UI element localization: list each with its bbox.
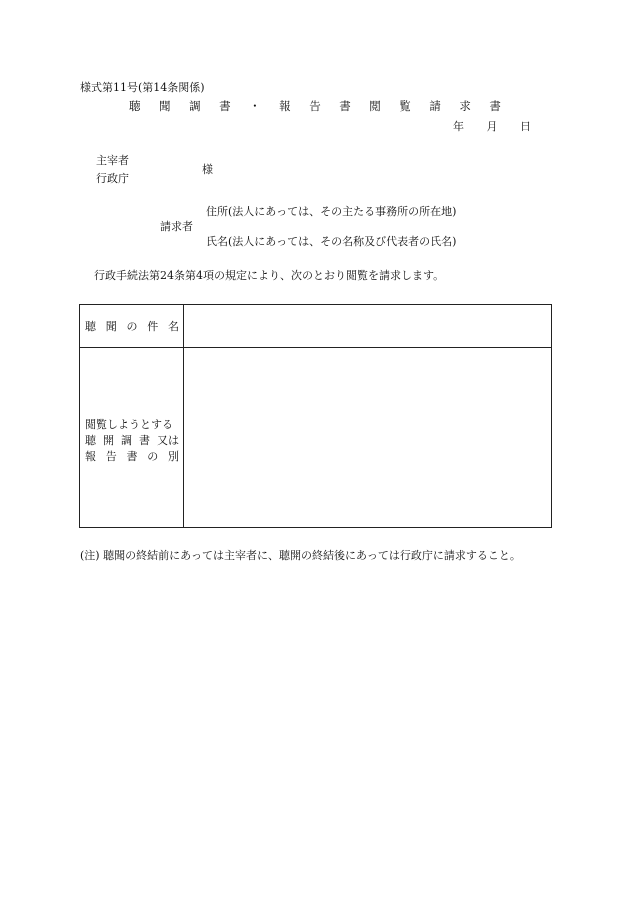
hearing-subject-label-char-4: 名 — [168, 320, 179, 333]
date-char-1: 月 — [486, 120, 498, 133]
title-char-7: 書 — [339, 99, 351, 113]
table-row-divider — [80, 347, 551, 348]
request-statement: 行政手続法第24条第4項の規定により、次のとおり閲覧を請求します。 — [94, 269, 445, 282]
document-type-label-line-2-char-1: 告 — [105, 450, 117, 463]
table-column-divider — [183, 305, 184, 527]
document-type-label-line — [85, 417, 179, 433]
document-type-label-line-0-char-0: 閲覧しようとする — [85, 418, 173, 431]
title-char-4: ・ — [249, 99, 261, 113]
title-char-10: 請 — [429, 99, 441, 113]
footnote: (注) 聴聞の終結前にあっては主宰者に、聴開の終結後にあっては行政庁に請求すること。 — [80, 549, 521, 562]
request-table — [79, 304, 552, 528]
addressee-presiding-officer: 主宰者 — [96, 154, 129, 167]
requester-label: 請求者 — [160, 220, 193, 233]
date-char-0: 年 — [453, 120, 464, 133]
honorific-sama: 様 — [202, 163, 213, 176]
document-type-label-line-1-char-3: 書 — [139, 434, 150, 447]
document-type-label-line-1-char-1: 開 — [103, 434, 114, 447]
date-char-2: 日 — [520, 120, 531, 133]
document-type-label-line-1-char-4: 又は — [157, 434, 179, 447]
title-char-12: 書 — [489, 99, 501, 113]
document-type-label — [85, 417, 179, 465]
document-type-label-line-2-char-4: 別 — [168, 450, 179, 463]
document-type-label-line-2-char-0: 報 — [85, 450, 96, 463]
hearing-subject-label-char-1: 聞 — [105, 320, 117, 333]
hearing-subject-label-char-2: の — [126, 320, 138, 333]
title-char-5: 報 — [279, 99, 291, 113]
title-char-3: 書 — [219, 99, 231, 113]
requester-name-line[interactable]: 氏名(法人にあっては、その名称及び代表者の氏名) — [206, 235, 457, 248]
hearing-subject-label — [85, 321, 179, 332]
date-line — [453, 121, 531, 132]
hearing-subject-label-char-0: 聴 — [85, 320, 96, 333]
title-char-1: 聞 — [159, 99, 171, 113]
requester-address-line[interactable]: 住所(法人にあっては、その主たる事務所の所在地) — [206, 205, 457, 218]
title-char-11: 求 — [459, 99, 471, 113]
title-char-0: 聴 — [129, 99, 141, 113]
title-char-9: 覧 — [399, 99, 411, 113]
document-type-label-line-2-char-2: 書 — [126, 450, 138, 463]
addressee-administrative-agency: 行政庁 — [96, 172, 129, 185]
title-char-6: 告 — [309, 99, 321, 113]
document-type-label-line-2-char-3: の — [147, 450, 159, 463]
title-char-8: 閲 — [369, 99, 381, 113]
document-type-label-line-1-char-2: 調 — [121, 434, 132, 447]
document-type-label-line — [85, 433, 179, 449]
document-title — [129, 101, 501, 113]
title-char-2: 調 — [189, 99, 201, 113]
document-type-label-line-1-char-0: 聴 — [85, 434, 96, 447]
document-type-label-line — [85, 449, 179, 465]
hearing-subject-label-char-3: 件 — [147, 320, 159, 333]
form-number: 様式第11号(第14条関係) — [80, 81, 205, 94]
